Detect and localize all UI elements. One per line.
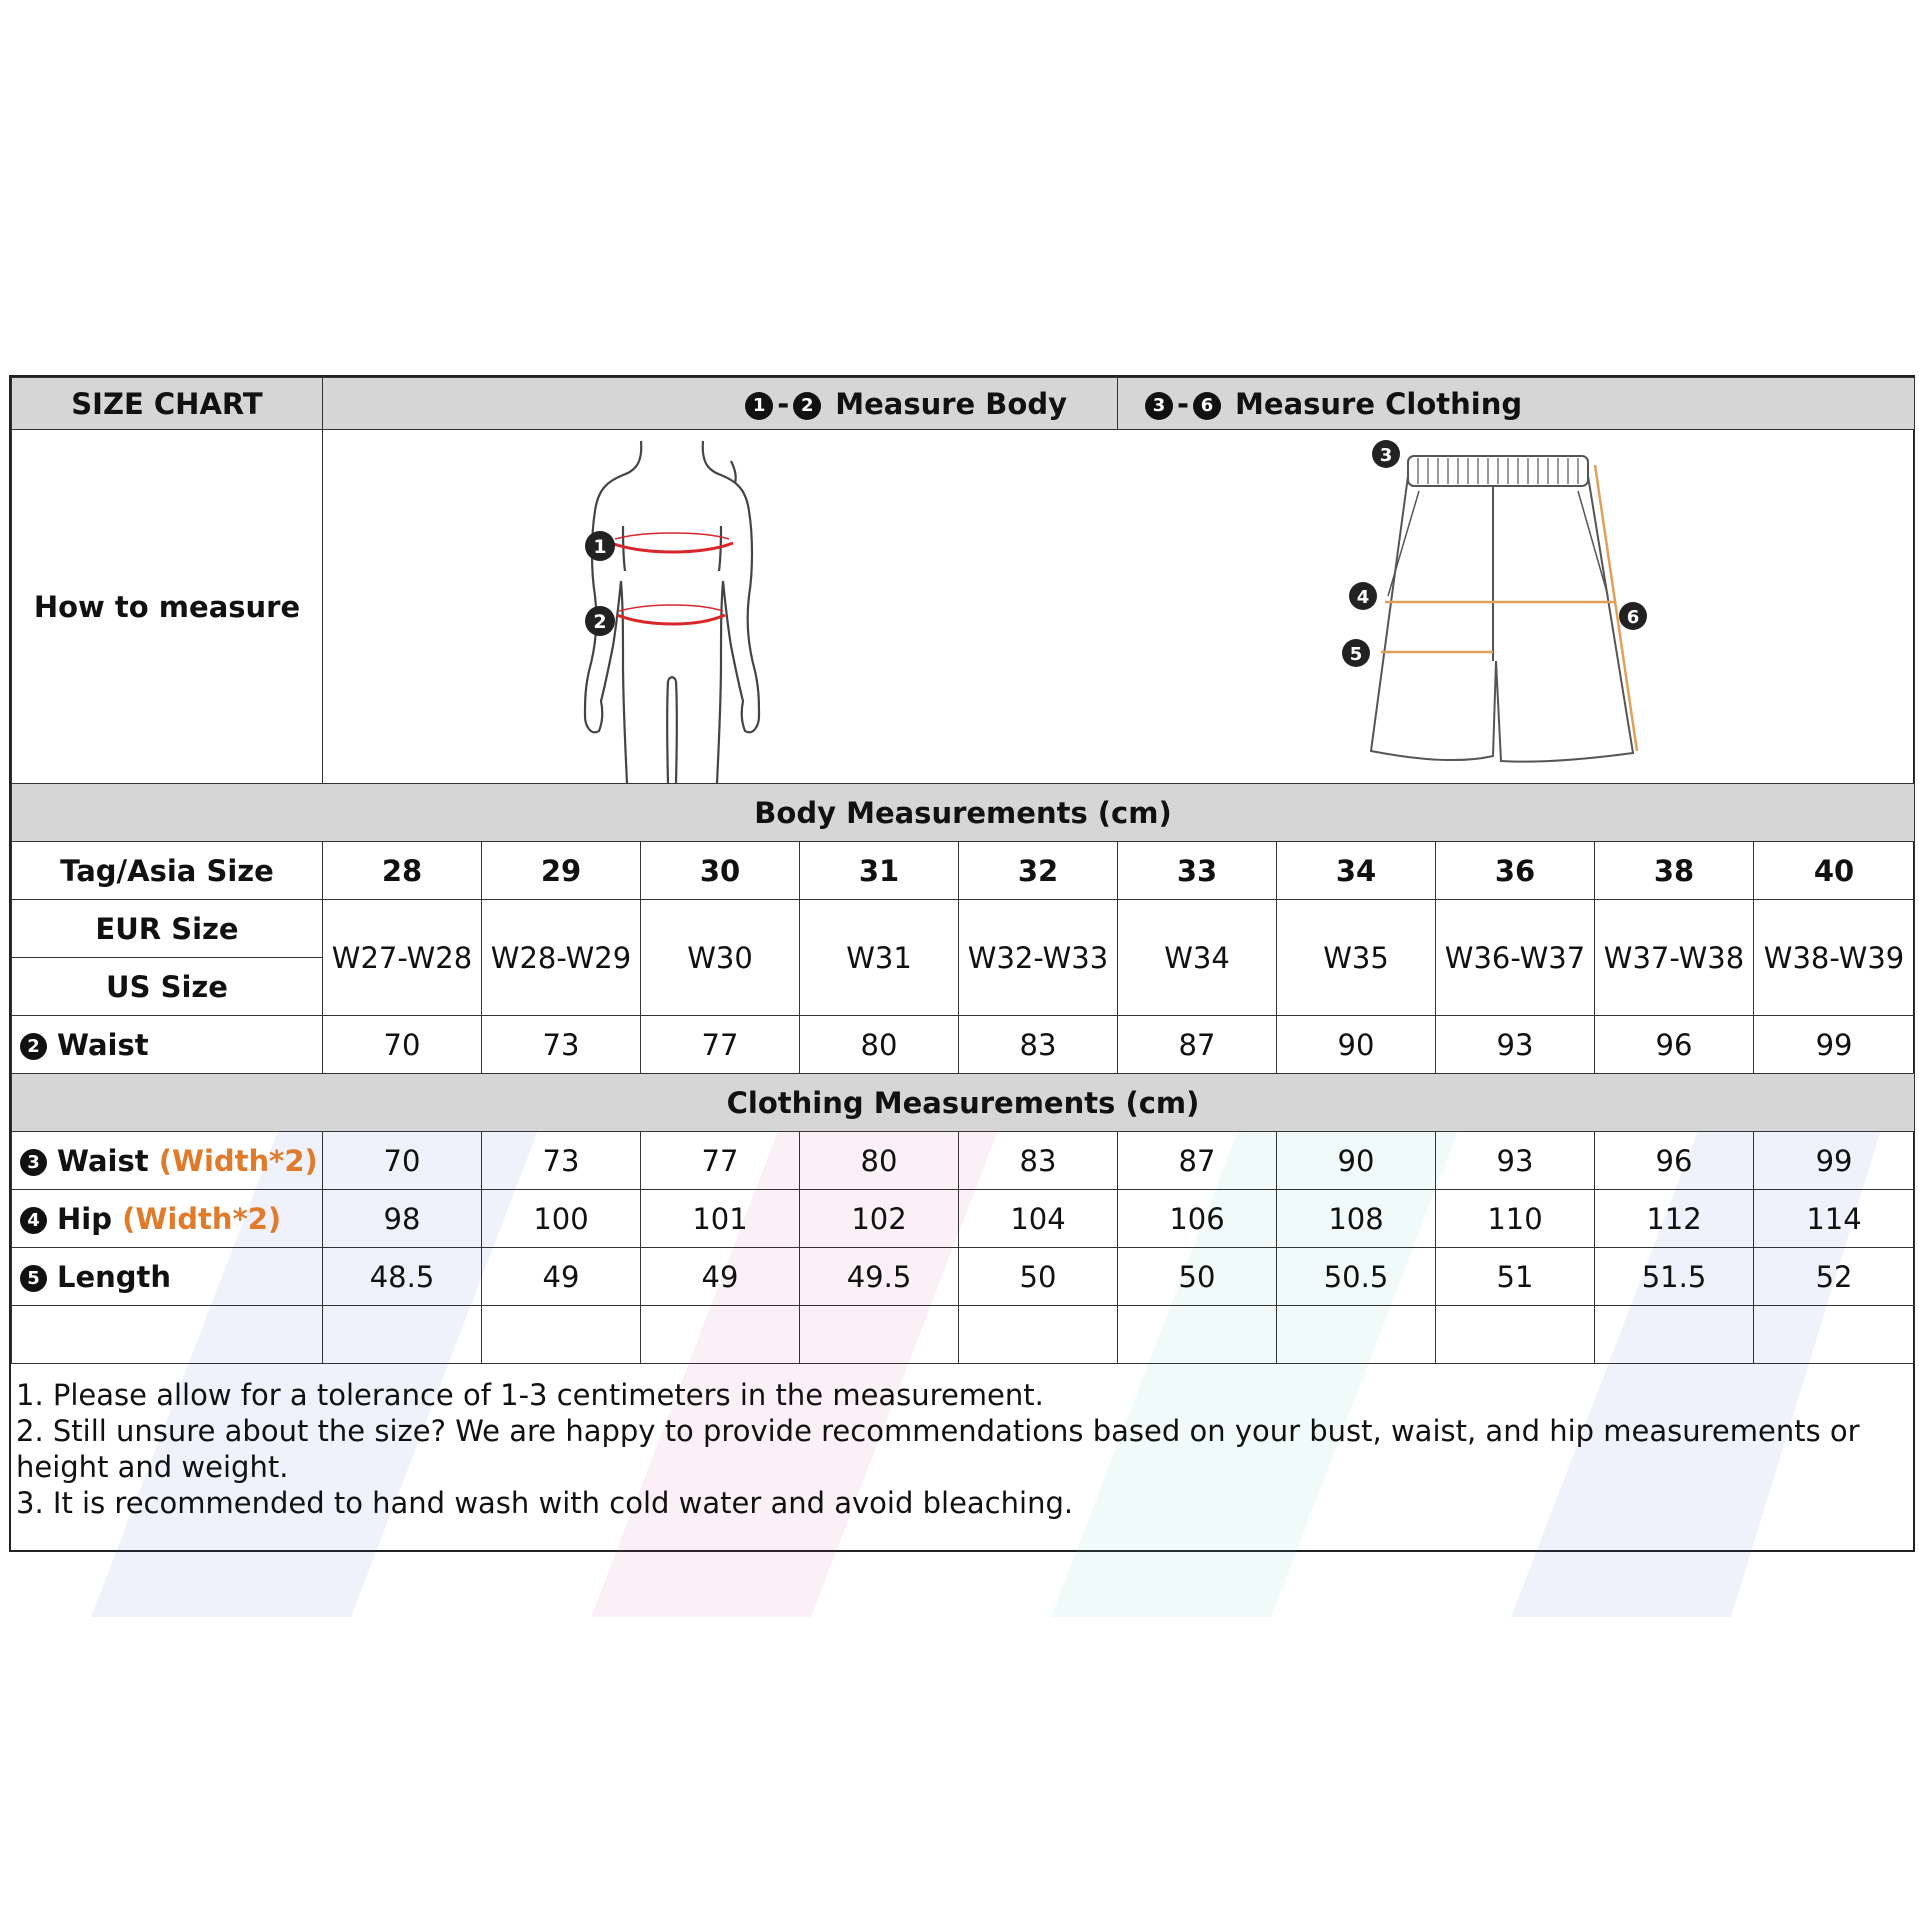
length-label: Length <box>57 1259 172 1294</box>
length-cell: 49.5 <box>800 1248 959 1306</box>
clothing-waist-cell: 96 <box>1595 1132 1754 1190</box>
body-measure-lines <box>611 533 733 624</box>
clothing-marker-3 <box>1372 440 1400 468</box>
body-waist-cell: 90 <box>1277 1016 1436 1074</box>
clothing-waist-cell: 99 <box>1754 1132 1915 1190</box>
note-2: 2. Still unsure about the size? We are happy to provide recommendations based on your bust, waist, and hip measurements or height and weight. <box>16 1414 1860 1484</box>
marker-3-icon: 3 <box>1145 392 1173 420</box>
clothing-measurements-header <box>12 1074 1915 1132</box>
us-size-cell: W34 <box>1118 900 1277 1016</box>
empty-cell <box>12 1306 323 1364</box>
clothing-marker-5 <box>1342 639 1370 667</box>
body-waist-cell: 77 <box>641 1016 800 1074</box>
body-waist-label: Waist <box>57 1027 149 1062</box>
clothing-waist-note: (Width*2) <box>158 1143 318 1178</box>
clothing-waist-cell: 77 <box>641 1132 800 1190</box>
hip-cell: 101 <box>641 1190 800 1248</box>
body-waist-cell: 96 <box>1595 1016 1754 1074</box>
empty-row <box>12 1306 1915 1364</box>
length-cell: 48.5 <box>323 1248 482 1306</box>
tag-size-cell: 28 <box>323 842 482 900</box>
tag-size-cell: 38 <box>1595 842 1754 900</box>
us-size-cell: W27-W28 <box>323 900 482 1016</box>
body-waist-cell: 80 <box>800 1016 959 1074</box>
empty-cell <box>1118 1306 1277 1364</box>
empty-cell <box>1436 1306 1595 1364</box>
length-cell: 49 <box>482 1248 641 1306</box>
svg-text:5: 5 <box>1349 643 1363 665</box>
us-size-cell: W36-W37 <box>1436 900 1595 1016</box>
note-3: 3. It is recommended to hand wash with cold water and avoid bleaching. <box>16 1486 1074 1520</box>
measure-clothing-header: 3 - 6 Measure Clothing <box>1118 378 1915 430</box>
eur-size-label: EUR Size <box>12 900 323 958</box>
svg-text:2: 2 <box>593 610 607 633</box>
measure-illustrations <box>323 431 1913 783</box>
empty-cell <box>323 1306 482 1364</box>
svg-text:4: 4 <box>1356 586 1370 608</box>
tag-size-label: Tag/Asia Size <box>12 842 323 900</box>
tag-size-cell: 30 <box>641 842 800 900</box>
illustration-cell <box>323 430 1915 784</box>
notes <box>16 1377 1906 1521</box>
hip-row <box>12 1190 1915 1248</box>
hip-label: Hip <box>57 1201 112 1236</box>
tag-size-cell: 33 <box>1118 842 1277 900</box>
marker-2-icon: 2 <box>20 1033 47 1060</box>
size-chart <box>9 375 1915 1552</box>
tag-size-cell: 29 <box>482 842 641 900</box>
note-1: 1. Please allow for a tolerance of 1-3 centimeters in the measurement. <box>16 1378 1044 1412</box>
hip-cell: 102 <box>800 1190 959 1248</box>
header-row <box>12 378 1915 430</box>
marker-5-icon: 5 <box>20 1265 47 1292</box>
body-waist-cell: 93 <box>1436 1016 1595 1074</box>
size-table <box>11 377 1915 1364</box>
empty-cell <box>1754 1306 1915 1364</box>
svg-text:1: 1 <box>593 535 607 558</box>
hip-label-cell <box>12 1190 323 1248</box>
clothing-measurements-title: Clothing Measurements (cm) <box>12 1074 1915 1132</box>
body-measurements-header <box>12 784 1915 842</box>
tag-size-cell: 32 <box>959 842 1118 900</box>
length-cell: 49 <box>641 1248 800 1306</box>
hip-cell: 108 <box>1277 1190 1436 1248</box>
shorts-figure <box>1371 456 1633 762</box>
tag-size-cell: 31 <box>800 842 959 900</box>
tag-size-cell: 36 <box>1436 842 1595 900</box>
us-size-cell: W30 <box>641 900 800 1016</box>
empty-cell <box>959 1306 1118 1364</box>
how-to-measure-label: How to measure <box>12 430 323 784</box>
us-size-cell: W35 <box>1277 900 1436 1016</box>
us-size-cell: W38-W39 <box>1754 900 1915 1016</box>
marker-1-icon: 1 <box>745 392 773 420</box>
marker-3-icon: 3 <box>20 1149 47 1176</box>
clothing-waist-cell: 80 <box>800 1132 959 1190</box>
hip-cell: 98 <box>323 1190 482 1248</box>
body-waist-cell: 99 <box>1754 1016 1915 1074</box>
empty-cell <box>482 1306 641 1364</box>
tag-size-row <box>12 842 1915 900</box>
size-chart-title: SIZE CHART <box>12 378 323 430</box>
empty-cell <box>800 1306 959 1364</box>
body-marker-2 <box>585 606 615 636</box>
marker-6-icon: 6 <box>1193 392 1221 420</box>
body-waist-cell: 73 <box>482 1016 641 1074</box>
body-waist-row <box>12 1016 1915 1074</box>
hip-note: (Width*2) <box>122 1201 282 1236</box>
length-cell: 52 <box>1754 1248 1915 1306</box>
tag-size-cell: 34 <box>1277 842 1436 900</box>
clothing-waist-cell: 90 <box>1277 1132 1436 1190</box>
clothing-waist-cell: 83 <box>959 1132 1118 1190</box>
empty-cell <box>1277 1306 1436 1364</box>
us-size-label: US Size <box>12 958 323 1016</box>
clothing-waist-label-cell <box>12 1132 323 1190</box>
length-row <box>12 1248 1915 1306</box>
clothing-waist-cell: 70 <box>323 1132 482 1190</box>
empty-cell <box>641 1306 800 1364</box>
hip-cell: 114 <box>1754 1190 1915 1248</box>
marker-2-icon: 2 <box>793 392 821 420</box>
length-cell: 50 <box>1118 1248 1277 1306</box>
hip-cell: 104 <box>959 1190 1118 1248</box>
clothing-waist-label: Waist <box>57 1143 149 1178</box>
us-size-cell: W31 <box>800 900 959 1016</box>
eur-size-row <box>12 900 1915 958</box>
measure-clothing-title: Measure Clothing <box>1235 386 1523 421</box>
body-measurements-title: Body Measurements (cm) <box>12 784 1915 842</box>
svg-text:3: 3 <box>1379 444 1393 466</box>
length-cell: 50.5 <box>1277 1248 1436 1306</box>
length-cell: 51 <box>1436 1248 1595 1306</box>
clothing-waist-cell: 93 <box>1436 1132 1595 1190</box>
how-to-measure-row <box>12 430 1915 784</box>
body-waist-cell: 70 <box>323 1016 482 1074</box>
tag-size-cell: 40 <box>1754 842 1915 900</box>
empty-cell <box>1595 1306 1754 1364</box>
marker-4-icon: 4 <box>20 1207 47 1234</box>
us-size-cell: W28-W29 <box>482 900 641 1016</box>
clothing-marker-6 <box>1619 602 1647 630</box>
shorts-measure-lines <box>1381 465 1637 751</box>
clothing-waist-cell: 87 <box>1118 1132 1277 1190</box>
hip-cell: 100 <box>482 1190 641 1248</box>
measure-body-title: Measure Body <box>835 386 1067 421</box>
us-size-cell: W32-W33 <box>959 900 1118 1016</box>
body-waist-cell: 87 <box>1118 1016 1277 1074</box>
clothing-waist-row <box>12 1132 1915 1190</box>
length-label-cell <box>12 1248 323 1306</box>
length-cell: 51.5 <box>1595 1248 1754 1306</box>
length-cell: 50 <box>959 1248 1118 1306</box>
measure-body-header: 1 - 2 Measure Body <box>323 378 1118 430</box>
svg-text:6: 6 <box>1626 606 1640 628</box>
us-size-cell: W37-W38 <box>1595 900 1754 1016</box>
hip-cell: 112 <box>1595 1190 1754 1248</box>
body-marker-1 <box>585 531 615 561</box>
body-waist-label-cell <box>12 1016 323 1074</box>
hip-cell: 110 <box>1436 1190 1595 1248</box>
hip-cell: 106 <box>1118 1190 1277 1248</box>
clothing-marker-4 <box>1349 582 1377 610</box>
clothing-waist-cell: 73 <box>482 1132 641 1190</box>
body-waist-cell: 83 <box>959 1016 1118 1074</box>
